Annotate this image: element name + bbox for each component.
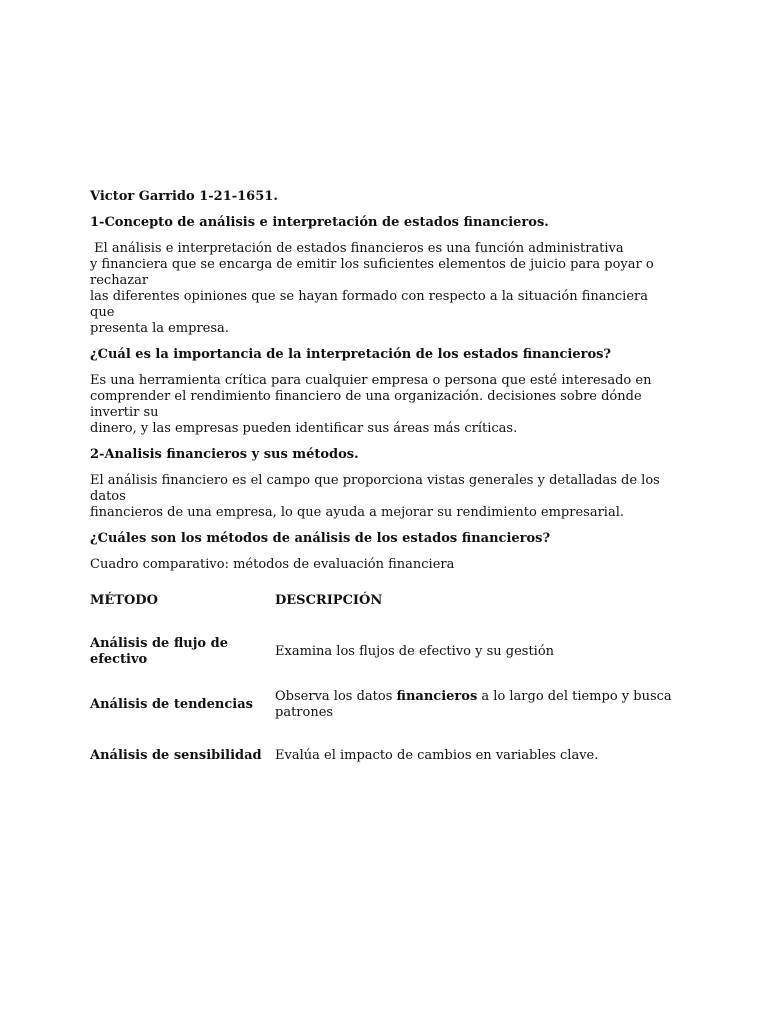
paragraph-line: y financiera que se encarga de emitir los suficientes elementos de juicio para poyar o rechazar (90, 257, 654, 288)
paragraph-line: El análisis financiero es el campo que proporciona vistas generales y detalladas de los datos (90, 473, 660, 504)
description-text: a lo largo del tiempo y busca patrones (275, 689, 676, 720)
description-text: Observa los datos (275, 689, 397, 704)
table-row (90, 733, 675, 779)
question1-paragraph (90, 373, 675, 437)
paragraph-line: financieros de una empresa, lo que ayuda a mejorar su rendimiento empresarial. (90, 505, 624, 520)
method-cell: Análisis de flujo de efectivo (90, 636, 228, 667)
question1-heading: ¿Cuál es la importancia de la interpretación de los estados financieros? (90, 347, 612, 362)
table-caption: Cuadro comparativo: métodos de evaluación financiera (90, 557, 455, 572)
paragraph-line: las diferentes opiniones que se hayan formado con respecto a la situación financiera que (90, 289, 648, 320)
header-description: DESCRIPCIÓN (275, 593, 383, 608)
method-cell: Análisis de tendencias (90, 697, 253, 712)
paragraph-line: El análisis e interpretación de estados financieros es una función administrativa (90, 241, 624, 256)
table-header-row (90, 587, 675, 627)
description-cell: Evalúa el impacto de cambios en variables clave. (275, 748, 599, 763)
section2-paragraph (90, 473, 675, 521)
methods-table (90, 587, 675, 779)
question2-heading: ¿Cuáles son los métodos de análisis de los estados financieros? (90, 531, 551, 546)
description-cell: Examina los flujos de efectivo y su gestión (275, 644, 555, 659)
section2-heading: 2-Analisis financieros y sus métodos. (90, 447, 359, 462)
document-page (90, 189, 675, 779)
table-row (90, 677, 675, 733)
table-row (90, 627, 675, 677)
paragraph-line: dinero, y las empresas pueden identificar sus áreas más críticas. (90, 421, 518, 436)
header-method: MÉTODO (90, 593, 158, 608)
paragraph-line: Es una herramienta crítica para cualquier empresa o persona que esté interesado en (90, 373, 652, 388)
section1-heading: 1-Concepto de análisis e interpretación de estados financieros. (90, 215, 549, 230)
method-cell: Análisis de sensibilidad (90, 748, 262, 763)
paragraph-line: presenta la empresa. (90, 321, 229, 336)
description-bold-text: financieros (396, 689, 478, 704)
author-line: Victor Garrido 1-21-1651. (90, 189, 278, 204)
paragraph-line: comprender el rendimiento financiero de una organización. decisiones sobre dónde invertir su (90, 389, 642, 420)
section1-paragraph (90, 241, 675, 337)
description-cell (275, 677, 675, 733)
